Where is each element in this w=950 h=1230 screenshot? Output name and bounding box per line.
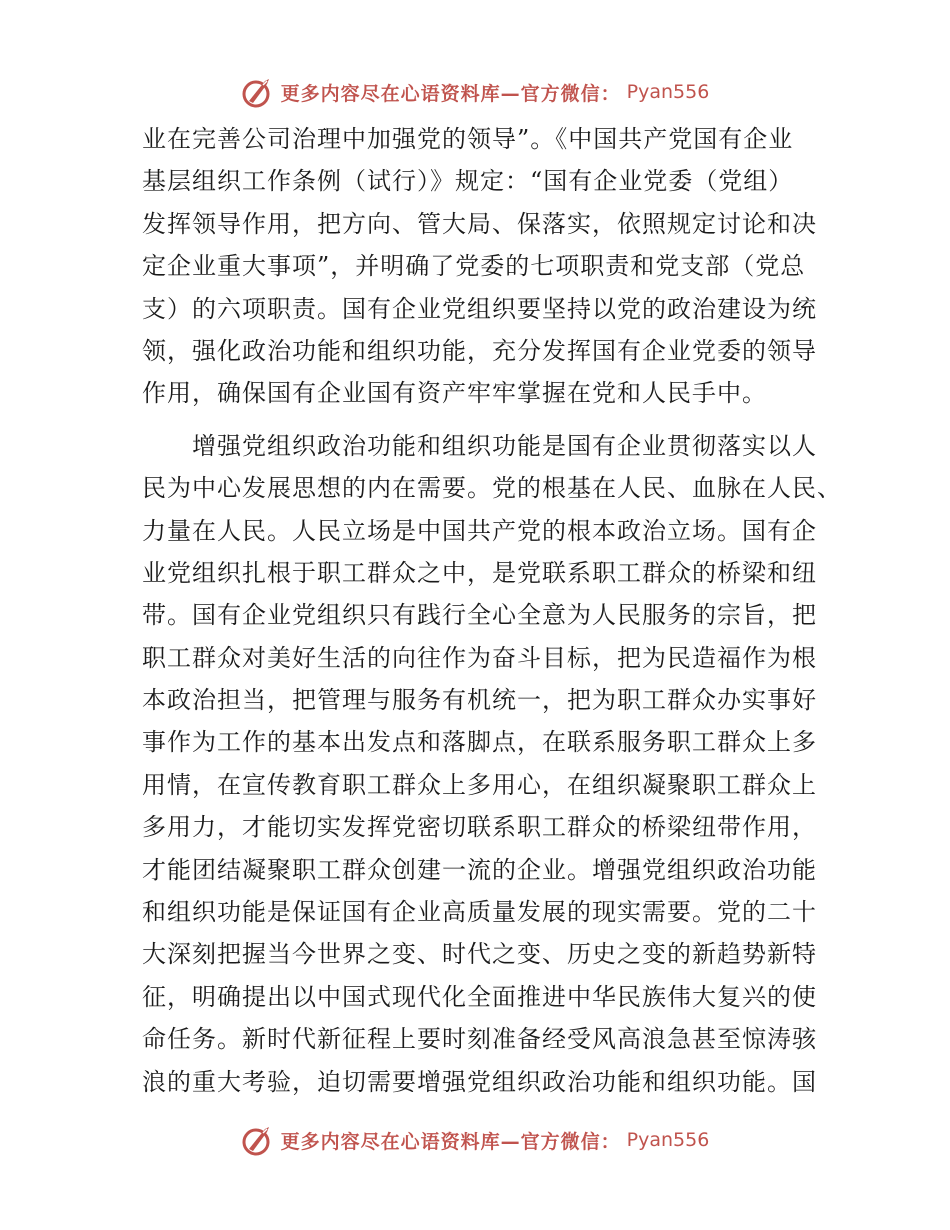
paragraph-2 xyxy=(142,425,842,1146)
text-line: 作用，确保国有企业国有资产牢牢掌握在党和人民手中。 xyxy=(142,379,767,408)
text-line: 本政治担当，把管理与服务有机统一，把为职工群众办实事好 xyxy=(142,686,817,715)
text-line: 业在完善公司治理中加强党的领导”。《中国共产党国有企业 xyxy=(142,125,794,153)
text-line: 力量在人民。人民立场是中国共产党的根本政治立场。国有企 xyxy=(142,516,817,545)
text-line: 征，明确提出以中国式现代化全面推进中华民族伟大复兴的使 xyxy=(142,982,817,1011)
text-line: 支）的六项职责。国有企业党组织要坚持以党的政治建设为统 xyxy=(142,294,817,323)
text-line: 定企业重大事项”，并明确了党委的七项职责和党支部（党总 xyxy=(142,252,806,281)
header-banner-text: 更多内容尽在心语资料库—官方微信： xyxy=(280,82,621,105)
text-line: 基层组织工作条例（试行）》规定：“国有企业党委（党组） xyxy=(142,167,794,196)
text-line: 领，强化政治功能和组织功能，充分发挥国有企业党委的领导 xyxy=(142,336,817,365)
text-line: 大深刻把握当今世界之变、时代之变、历史之变的新趋势新特 xyxy=(142,940,817,969)
paragraph-1 xyxy=(142,118,822,415)
text-line: 增强党组织政治功能和组织功能是国有企业贯彻落实以人 xyxy=(142,431,817,460)
quill-pen-logo-icon xyxy=(241,75,275,109)
footer-banner-text: 更多内容尽在心语资料库—官方微信： xyxy=(280,1130,621,1153)
text-line: 才能团结凝聚职工群众创建一流的企业。增强党组织政治功能 xyxy=(142,855,817,884)
text-line: 多用力，才能切实发挥党密切联系职工群众的桥梁纽带作用， xyxy=(142,813,817,842)
text-line: 业党组织扎根于职工群众之中，是党联系职工群众的桥梁和纽 xyxy=(142,558,817,587)
quill-pen-logo-icon xyxy=(241,1123,275,1157)
footer-banner-wechat: Pyan556 xyxy=(626,1129,710,1151)
text-line: 命任务。新时代新征程上要时刻准备经受风高浪急甚至惊涛骇 xyxy=(142,1025,817,1054)
text-line: 和组织功能是保证国有企业高质量发展的现实需要。党的二十 xyxy=(142,898,817,927)
header-banner-wechat: Pyan556 xyxy=(626,81,710,103)
header-banner xyxy=(0,72,950,112)
text-line: 用情，在宣传教育职工群众上多用心，在组织凝聚职工群众上 xyxy=(142,770,817,799)
document-body xyxy=(142,118,842,1155)
text-line: 民为中心发展思想的内在需要。党的根基在人民、血脉在人民、 xyxy=(142,474,842,503)
text-line: 浪的重大考验，迫切需要增强党组织政治功能和组织功能。国 xyxy=(142,1067,817,1096)
text-line: 职工群众对美好生活的向往作为奋斗目标，把为民造福作为根 xyxy=(142,643,817,672)
text-line: 事作为工作的基本出发点和落脚点，在联系服务职工群众上多 xyxy=(142,728,817,757)
footer-banner xyxy=(0,1120,950,1160)
text-line: 带。国有企业党组织只有践行全心全意为人民服务的宗旨，把 xyxy=(142,601,817,630)
text-line: 发挥领导作用，把方向、管大局、保落实，依照规定讨论和决 xyxy=(142,209,817,238)
